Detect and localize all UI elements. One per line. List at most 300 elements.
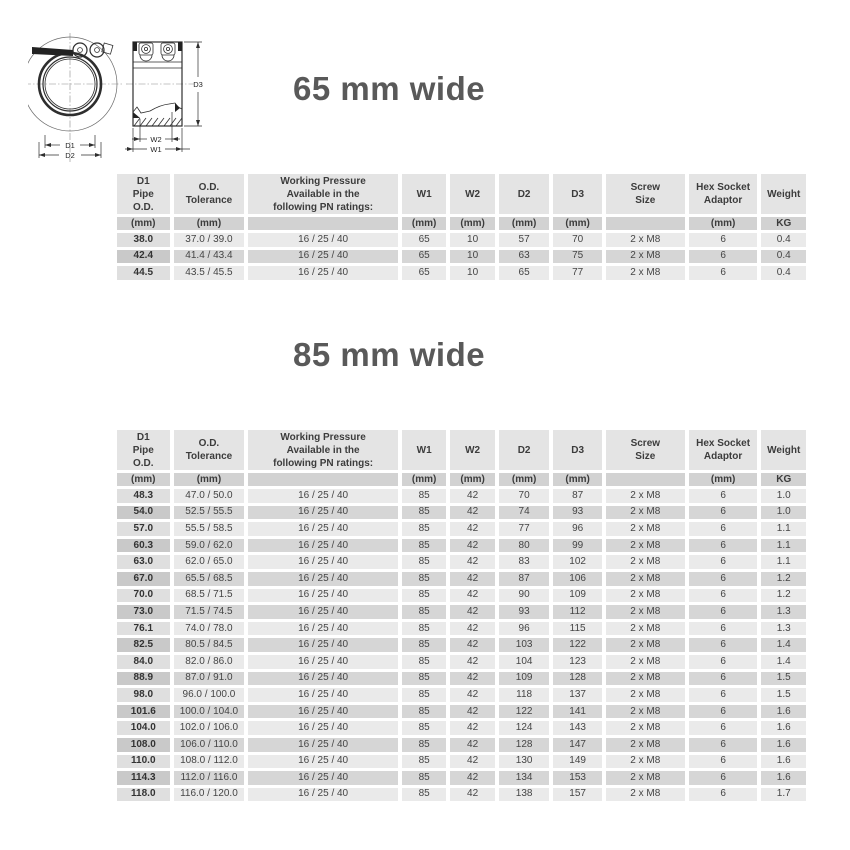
col-header-tol: O.D. Tolerance [174, 174, 245, 214]
cell-w1: 85 [402, 688, 446, 702]
col-header-screw: Screw Size [606, 174, 685, 214]
cell-screw: 2 x M8 [606, 233, 685, 247]
cell-wp: 16 / 25 / 40 [248, 672, 398, 686]
cell-w1: 85 [402, 638, 446, 652]
cell-screw: 2 x M8 [606, 522, 685, 536]
cell-d3: 112 [553, 605, 602, 619]
cell-tol: 55.5 / 58.5 [174, 522, 245, 536]
cell-weight: 1.4 [761, 655, 806, 669]
col-header-hex: Hex Socket Adaptor [689, 174, 758, 214]
cell-tol: 59.0 / 62.0 [174, 539, 245, 553]
cell-d1: 73.0 [117, 605, 170, 619]
col-unit-d1: (mm) [117, 473, 170, 486]
cell-hex: 6 [689, 506, 758, 520]
col-header-weight: Weight [761, 174, 806, 214]
cell-weight: 1.2 [761, 589, 806, 603]
cell-w1: 85 [402, 771, 446, 785]
cell-wp: 16 / 25 / 40 [248, 266, 398, 280]
cell-d1: 101.6 [117, 705, 170, 719]
cell-tol: 108.0 / 112.0 [174, 755, 245, 769]
cell-wp: 16 / 25 / 40 [248, 655, 398, 669]
cell-d2: 57 [499, 233, 550, 247]
cell-weight: 1.5 [761, 688, 806, 702]
cell-screw: 2 x M8 [606, 721, 685, 735]
cell-weight: 1.1 [761, 555, 806, 569]
col-header-d3: D3 [553, 174, 602, 214]
cell-w1: 65 [402, 266, 446, 280]
cell-w2: 42 [450, 555, 494, 569]
table-row [117, 250, 806, 264]
col-unit-wp [248, 473, 398, 486]
col-header-w2: W2 [450, 430, 494, 470]
cell-w1: 85 [402, 655, 446, 669]
dimension-d3 [184, 42, 203, 126]
cell-wp: 16 / 25 / 40 [248, 506, 398, 520]
cell-d2: 134 [499, 771, 550, 785]
col-header-wp: Working Pressure Available in the following PN ratings: [248, 430, 398, 470]
cell-d3: 122 [553, 638, 602, 652]
cell-hex: 6 [689, 605, 758, 619]
cell-wp: 16 / 25 / 40 [248, 605, 398, 619]
cell-hex: 6 [689, 655, 758, 669]
col-header-wp: Working Pressure Available in the following PN ratings: [248, 174, 398, 214]
cell-screw: 2 x M8 [606, 605, 685, 619]
cell-wp: 16 / 25 / 40 [248, 721, 398, 735]
cell-hex: 6 [689, 771, 758, 785]
cell-d1: 88.9 [117, 672, 170, 686]
col-unit-tol: (mm) [174, 217, 245, 230]
cell-d3: 157 [553, 788, 602, 802]
cell-weight: 1.6 [761, 705, 806, 719]
cell-screw: 2 x M8 [606, 738, 685, 752]
cell-tol: 112.0 / 116.0 [174, 771, 245, 785]
col-unit-hex: (mm) [689, 473, 758, 486]
cell-wp: 16 / 25 / 40 [248, 522, 398, 536]
cell-d2: 96 [499, 622, 550, 636]
cell-d2: 70 [499, 489, 550, 503]
table-row [117, 771, 806, 785]
cell-d3: 96 [553, 522, 602, 536]
cell-weight: 1.5 [761, 672, 806, 686]
table-row [117, 622, 806, 636]
cell-d1: 42.4 [117, 250, 170, 264]
cell-w1: 85 [402, 489, 446, 503]
cell-hex: 6 [689, 233, 758, 247]
col-unit-w2: (mm) [450, 473, 494, 486]
cell-d3: 77 [553, 266, 602, 280]
latch-handle [32, 47, 73, 56]
cell-d2: 80 [499, 539, 550, 553]
cell-d2: 122 [499, 705, 550, 719]
table-row [117, 755, 806, 769]
col-unit-weight: KG [761, 473, 806, 486]
table-row [117, 788, 806, 802]
cell-d3: 123 [553, 655, 602, 669]
cell-w2: 42 [450, 589, 494, 603]
col-unit-d3: (mm) [553, 473, 602, 486]
cell-d1: 44.5 [117, 266, 170, 280]
dim-label-d3: D3 [193, 80, 203, 89]
spec-table [113, 171, 810, 283]
cell-weight: 1.0 [761, 489, 806, 503]
table-row [117, 589, 806, 603]
cell-w1: 85 [402, 705, 446, 719]
cell-wp: 16 / 25 / 40 [248, 788, 398, 802]
cell-hex: 6 [689, 688, 758, 702]
col-unit-d3: (mm) [553, 217, 602, 230]
cell-hex: 6 [689, 721, 758, 735]
cell-d2: 118 [499, 688, 550, 702]
table-row [117, 506, 806, 520]
cell-w2: 42 [450, 755, 494, 769]
cell-wp: 16 / 25 / 40 [248, 572, 398, 586]
col-header-d2: D2 [499, 174, 550, 214]
cell-d1: 82.5 [117, 638, 170, 652]
cell-w2: 42 [450, 489, 494, 503]
cell-w2: 42 [450, 506, 494, 520]
cell-weight: 1.3 [761, 622, 806, 636]
cell-hex: 6 [689, 705, 758, 719]
cell-wp: 16 / 25 / 40 [248, 589, 398, 603]
header-row [117, 430, 806, 470]
col-unit-tol: (mm) [174, 473, 245, 486]
cell-weight: 0.4 [761, 233, 806, 247]
cell-screw: 2 x M8 [606, 555, 685, 569]
cell-d1: 118.0 [117, 788, 170, 802]
cell-hex: 6 [689, 572, 758, 586]
cell-d1: 98.0 [117, 688, 170, 702]
cell-tol: 80.5 / 84.5 [174, 638, 245, 652]
cell-wp: 16 / 25 / 40 [248, 771, 398, 785]
cell-d2: 130 [499, 755, 550, 769]
col-unit-wp [248, 217, 398, 230]
table-row [117, 555, 806, 569]
cell-wp: 16 / 25 / 40 [248, 755, 398, 769]
cell-w1: 85 [402, 672, 446, 686]
cell-d2: 83 [499, 555, 550, 569]
cell-d2: 63 [499, 250, 550, 264]
cell-tol: 41.4 / 43.4 [174, 250, 245, 264]
cell-w2: 42 [450, 622, 494, 636]
cell-w1: 85 [402, 788, 446, 802]
cell-d3: 149 [553, 755, 602, 769]
cell-weight: 1.6 [761, 738, 806, 752]
cell-d3: 99 [553, 539, 602, 553]
cell-d3: 115 [553, 622, 602, 636]
table-row [117, 605, 806, 619]
col-unit-d2: (mm) [499, 217, 550, 230]
cell-screw: 2 x M8 [606, 638, 685, 652]
cell-d1: 84.0 [117, 655, 170, 669]
cell-d1: 76.1 [117, 622, 170, 636]
table-row [117, 522, 806, 536]
cell-w1: 85 [402, 738, 446, 752]
cell-wp: 16 / 25 / 40 [248, 233, 398, 247]
cell-screw: 2 x M8 [606, 705, 685, 719]
col-header-d1: D1 Pipe O.D. [117, 174, 170, 214]
cell-wp: 16 / 25 / 40 [248, 622, 398, 636]
cell-d2: 87 [499, 572, 550, 586]
table-row [117, 266, 806, 280]
cell-weight: 1.3 [761, 605, 806, 619]
cell-d3: 93 [553, 506, 602, 520]
col-unit-w2: (mm) [450, 217, 494, 230]
cell-d3: 87 [553, 489, 602, 503]
cell-screw: 2 x M8 [606, 771, 685, 785]
cell-weight: 1.6 [761, 721, 806, 735]
cell-w1: 85 [402, 721, 446, 735]
cell-w2: 42 [450, 788, 494, 802]
table-row [117, 572, 806, 586]
cell-hex: 6 [689, 250, 758, 264]
col-unit-screw [606, 217, 685, 230]
cell-d1: 104.0 [117, 721, 170, 735]
cell-w2: 10 [450, 266, 494, 280]
cell-d1: 60.3 [117, 539, 170, 553]
cell-screw: 2 x M8 [606, 755, 685, 769]
cell-screw: 2 x M8 [606, 572, 685, 586]
cell-d2: 65 [499, 266, 550, 280]
cell-w2: 42 [450, 771, 494, 785]
col-header-w1: W1 [402, 430, 446, 470]
cell-tol: 43.5 / 45.5 [174, 266, 245, 280]
cell-screw: 2 x M8 [606, 688, 685, 702]
cell-weight: 1.1 [761, 539, 806, 553]
cell-d2: 103 [499, 638, 550, 652]
cell-hex: 6 [689, 788, 758, 802]
table-row [117, 705, 806, 719]
cell-d3: 106 [553, 572, 602, 586]
cell-d2: 90 [499, 589, 550, 603]
cell-tol: 106.0 / 110.0 [174, 738, 245, 752]
cell-weight: 0.4 [761, 266, 806, 280]
col-unit-d1: (mm) [117, 217, 170, 230]
coupling-technical-drawing [28, 20, 223, 170]
cell-screw: 2 x M8 [606, 589, 685, 603]
cell-weight: 1.4 [761, 638, 806, 652]
col-unit-w1: (mm) [402, 473, 446, 486]
cell-tol: 102.0 / 106.0 [174, 721, 245, 735]
units-row [117, 217, 806, 230]
cell-w1: 85 [402, 539, 446, 553]
cell-d2: 74 [499, 506, 550, 520]
cell-wp: 16 / 25 / 40 [248, 250, 398, 264]
cell-hex: 6 [689, 755, 758, 769]
cell-hex: 6 [689, 522, 758, 536]
cell-w2: 42 [450, 738, 494, 752]
cell-screw: 2 x M8 [606, 489, 685, 503]
cell-d3: 147 [553, 738, 602, 752]
cell-screw: 2 x M8 [606, 539, 685, 553]
bolt-left [139, 43, 153, 61]
col-header-w1: W1 [402, 174, 446, 214]
cell-d1: 110.0 [117, 755, 170, 769]
cell-d3: 75 [553, 250, 602, 264]
cell-d3: 143 [553, 721, 602, 735]
col-header-weight: Weight [761, 430, 806, 470]
cell-d1: 108.0 [117, 738, 170, 752]
cell-tol: 74.0 / 78.0 [174, 622, 245, 636]
cell-hex: 6 [689, 638, 758, 652]
cell-wp: 16 / 25 / 40 [248, 489, 398, 503]
dim-label-d1: D1 [65, 141, 75, 150]
cell-w2: 42 [450, 672, 494, 686]
col-unit-weight: KG [761, 217, 806, 230]
col-header-d3: D3 [553, 430, 602, 470]
cell-d3: 102 [553, 555, 602, 569]
cell-d1: 38.0 [117, 233, 170, 247]
col-header-d1: D1 Pipe O.D. [117, 430, 170, 470]
cell-w2: 42 [450, 539, 494, 553]
cell-d3: 70 [553, 233, 602, 247]
table-row [117, 688, 806, 702]
cell-screw: 2 x M8 [606, 672, 685, 686]
cell-tol: 82.0 / 86.0 [174, 655, 245, 669]
cell-tol: 87.0 / 91.0 [174, 672, 245, 686]
spec-table-85mm [113, 427, 810, 804]
cell-screw: 2 x M8 [606, 622, 685, 636]
bolt-right [161, 43, 175, 61]
cell-tol: 37.0 / 39.0 [174, 233, 245, 247]
table-row [117, 738, 806, 752]
cell-d2: 138 [499, 788, 550, 802]
cell-d2: 104 [499, 655, 550, 669]
cell-screw: 2 x M8 [606, 655, 685, 669]
cell-w2: 42 [450, 721, 494, 735]
cell-d1: 63.0 [117, 555, 170, 569]
cell-w1: 65 [402, 250, 446, 264]
col-header-hex: Hex Socket Adaptor [689, 430, 758, 470]
cell-d1: 114.3 [117, 771, 170, 785]
cell-hex: 6 [689, 589, 758, 603]
table-row [117, 638, 806, 652]
cell-d2: 128 [499, 738, 550, 752]
cell-w2: 42 [450, 638, 494, 652]
cell-w1: 65 [402, 233, 446, 247]
table-row [117, 539, 806, 553]
cell-w2: 42 [450, 655, 494, 669]
cell-screw: 2 x M8 [606, 788, 685, 802]
cell-wp: 16 / 25 / 40 [248, 705, 398, 719]
cell-d2: 109 [499, 672, 550, 686]
cell-d1: 48.3 [117, 489, 170, 503]
cell-tol: 71.5 / 74.5 [174, 605, 245, 619]
cell-w2: 42 [450, 605, 494, 619]
cell-hex: 6 [689, 539, 758, 553]
cell-hex: 6 [689, 738, 758, 752]
cell-w1: 85 [402, 755, 446, 769]
col-unit-d2: (mm) [499, 473, 550, 486]
cell-tol: 47.0 / 50.0 [174, 489, 245, 503]
cell-w2: 42 [450, 688, 494, 702]
header-row [117, 174, 806, 214]
cell-tol: 65.5 / 68.5 [174, 572, 245, 586]
cell-d1: 57.0 [117, 522, 170, 536]
section-title-85mm: 85 mm wide [293, 336, 486, 373]
cell-hex: 6 [689, 489, 758, 503]
cell-d3: 141 [553, 705, 602, 719]
cell-w1: 85 [402, 605, 446, 619]
units-row [117, 473, 806, 486]
cell-w2: 42 [450, 522, 494, 536]
cell-d3: 128 [553, 672, 602, 686]
cell-hex: 6 [689, 555, 758, 569]
cell-tol: 52.5 / 55.5 [174, 506, 245, 520]
cell-w2: 10 [450, 250, 494, 264]
col-unit-screw [606, 473, 685, 486]
dim-label-w2: W2 [150, 135, 162, 144]
cell-d1: 70.0 [117, 589, 170, 603]
cell-d3: 109 [553, 589, 602, 603]
cell-wp: 16 / 25 / 40 [248, 555, 398, 569]
col-header-tol: O.D. Tolerance [174, 430, 245, 470]
spec-table [113, 427, 810, 804]
table-row [117, 489, 806, 503]
col-header-w2: W2 [450, 174, 494, 214]
cell-w2: 10 [450, 233, 494, 247]
gasket-profile [133, 103, 182, 126]
table-row [117, 721, 806, 735]
table-row [117, 672, 806, 686]
col-unit-hex: (mm) [689, 217, 758, 230]
cell-weight: 1.0 [761, 506, 806, 520]
cell-w1: 85 [402, 589, 446, 603]
cell-d3: 153 [553, 771, 602, 785]
cell-screw: 2 x M8 [606, 250, 685, 264]
cell-d3: 137 [553, 688, 602, 702]
table-row [117, 655, 806, 669]
cell-w1: 85 [402, 572, 446, 586]
cell-tol: 116.0 / 120.0 [174, 788, 245, 802]
cell-wp: 16 / 25 / 40 [248, 638, 398, 652]
col-header-screw: Screw Size [606, 430, 685, 470]
cell-screw: 2 x M8 [606, 506, 685, 520]
cell-weight: 0.4 [761, 250, 806, 264]
table-row [117, 233, 806, 247]
cell-weight: 1.1 [761, 522, 806, 536]
cell-tol: 68.5 / 71.5 [174, 589, 245, 603]
cell-w2: 42 [450, 705, 494, 719]
cell-weight: 1.2 [761, 572, 806, 586]
cell-wp: 16 / 25 / 40 [248, 688, 398, 702]
cell-w2: 42 [450, 572, 494, 586]
dimension-w2 [132, 112, 180, 144]
cell-hex: 6 [689, 266, 758, 280]
cell-hex: 6 [689, 622, 758, 636]
dim-label-w1: W1 [150, 145, 162, 154]
cell-w1: 85 [402, 622, 446, 636]
cell-weight: 1.6 [761, 771, 806, 785]
cell-hex: 6 [689, 672, 758, 686]
cell-weight: 1.6 [761, 755, 806, 769]
cell-weight: 1.7 [761, 788, 806, 802]
cell-w1: 85 [402, 522, 446, 536]
cell-tol: 100.0 / 104.0 [174, 705, 245, 719]
cell-d1: 67.0 [117, 572, 170, 586]
cell-d1: 54.0 [117, 506, 170, 520]
cell-wp: 16 / 25 / 40 [248, 539, 398, 553]
cell-tol: 62.0 / 65.0 [174, 555, 245, 569]
cell-screw: 2 x M8 [606, 266, 685, 280]
dim-label-d2: D2 [65, 151, 75, 160]
cell-d2: 93 [499, 605, 550, 619]
cell-w1: 85 [402, 506, 446, 520]
cell-wp: 16 / 25 / 40 [248, 738, 398, 752]
cell-w1: 85 [402, 555, 446, 569]
cell-d2: 124 [499, 721, 550, 735]
cell-tol: 96.0 / 100.0 [174, 688, 245, 702]
col-unit-w1: (mm) [402, 217, 446, 230]
